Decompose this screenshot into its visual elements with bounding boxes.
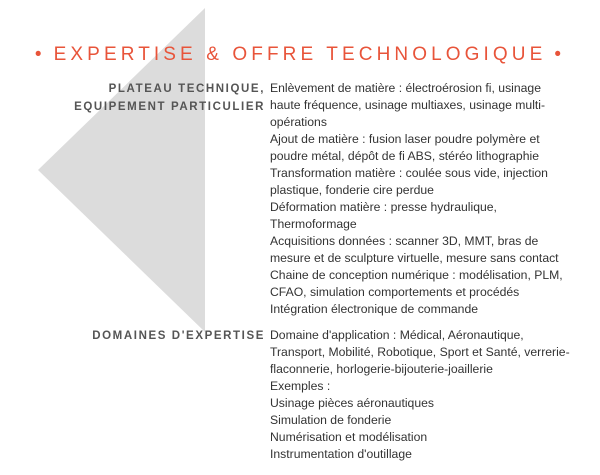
content-line: Déformation matière : presse hydraulique,	[270, 200, 497, 214]
content-line: Domaine d'application : Médical, Aéronautique,	[270, 328, 524, 342]
content-line: Exemples :	[270, 379, 331, 393]
title-text: EXPERTISE & OFFRE TECHNOLOGIQUE	[53, 44, 547, 65]
content-line: poudre métal, dépôt de fi ABS, stéréo lithographie	[270, 149, 539, 163]
content-line: Transformation matière : coulée sous vide, injection	[270, 166, 548, 180]
content-line: Ajout de matière : fusion laser poudre polymère et	[270, 132, 540, 146]
section-content	[270, 327, 590, 463]
content-line: Thermoformage	[270, 217, 357, 231]
content-line: opérations	[270, 115, 327, 129]
content-line: CFAO, simulation comportements et procédés	[270, 285, 520, 299]
section-content	[270, 80, 590, 318]
page-title	[0, 44, 600, 66]
section-label	[74, 80, 265, 116]
label-line: PLATEAU TECHNIQUE,	[108, 83, 265, 95]
content-line: Enlèvement de matière : électroérosion fi, usinage	[270, 81, 541, 95]
content-line: Chaine de conception numérique : modélisation, PLM,	[270, 268, 563, 282]
title-dot-right: •	[554, 44, 566, 65]
content-line: mesure et de sculpture virtuelle, mesure sans contact	[270, 251, 559, 265]
content-line: Simulation de fonderie	[270, 413, 392, 427]
content-line: plastique, fonderie cire perdue	[270, 183, 434, 197]
content-line: haute fréquence, usinage multiaxes, usinage multi-	[270, 98, 546, 112]
content-line: Numérisation et modélisation	[270, 430, 428, 444]
title-dot-left: •	[34, 44, 46, 65]
content-line: Intégration électronique de commande	[270, 302, 478, 316]
content-line: Usinage pièces aéronautiques	[270, 396, 434, 410]
label-line: EQUIPEMENT PARTICULIER	[74, 101, 265, 113]
section-label	[92, 327, 265, 345]
label-line: DOMAINES D'EXPERTISE	[92, 330, 265, 342]
content-line: Transport, Mobilité, Robotique, Sport et Santé, verrerie-	[270, 345, 570, 359]
content-line: Instrumentation d'outillage	[270, 447, 412, 461]
content-line: Acquisitions données : scanner 3D, MMT, bras de	[270, 234, 539, 248]
content-line: flaconnerie, horlogerie-bijouterie-joaillerie	[270, 362, 493, 376]
